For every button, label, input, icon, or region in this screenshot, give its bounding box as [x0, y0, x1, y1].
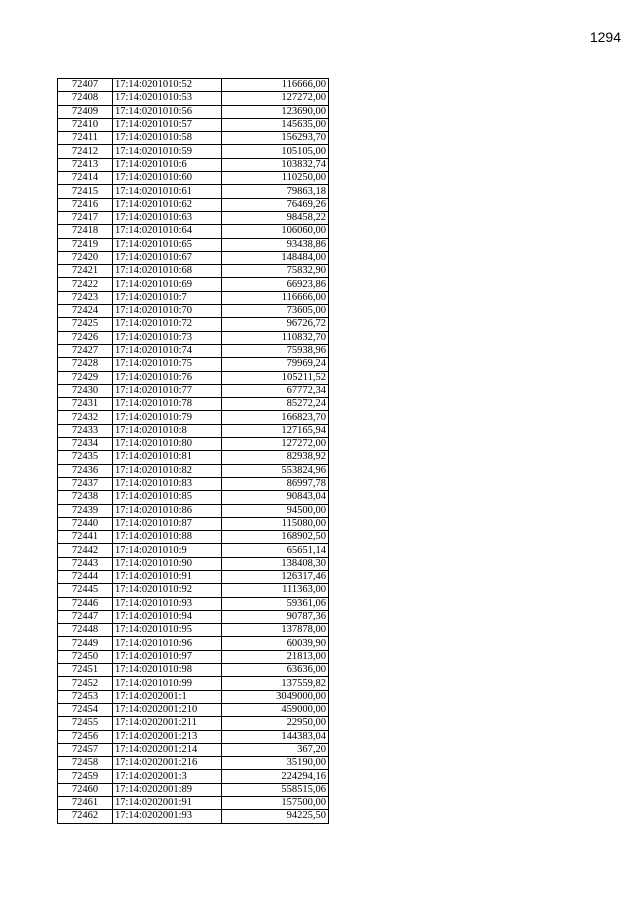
cadastral-number-cell: 17:14:0201010:8 — [113, 424, 222, 437]
cadastral-value-cell: 111363,00 — [222, 584, 329, 597]
row-number-cell: 72460 — [58, 783, 113, 796]
cadastral-number-cell: 17:14:0202001:91 — [113, 797, 222, 810]
cadastral-number-cell: 17:14:0201010:80 — [113, 438, 222, 451]
table-row — [58, 79, 329, 92]
table-row — [58, 531, 329, 544]
cadastral-value-cell: 553824,96 — [222, 464, 329, 477]
table-row — [58, 610, 329, 623]
row-number-cell: 72440 — [58, 517, 113, 530]
table-row — [58, 597, 329, 610]
table-row — [58, 757, 329, 770]
row-number-cell: 72461 — [58, 797, 113, 810]
table-row — [58, 291, 329, 304]
row-number-cell: 72424 — [58, 305, 113, 318]
cadastral-number-cell: 17:14:0202001:3 — [113, 770, 222, 783]
cadastral-value-cell: 106060,00 — [222, 225, 329, 238]
row-number-cell: 72416 — [58, 198, 113, 211]
row-number-cell: 72462 — [58, 810, 113, 823]
row-number-cell: 72446 — [58, 597, 113, 610]
cadastral-value-cell: 75832,90 — [222, 265, 329, 278]
cadastral-number-cell: 17:14:0201010:91 — [113, 570, 222, 583]
table-row — [58, 265, 329, 278]
cadastral-value-cell: 166823,70 — [222, 411, 329, 424]
row-number-cell: 72422 — [58, 278, 113, 291]
cadastral-number-cell: 17:14:0202001:214 — [113, 743, 222, 756]
table-row — [58, 703, 329, 716]
cadastral-number-cell: 17:14:0202001:211 — [113, 717, 222, 730]
row-number-cell: 72407 — [58, 79, 113, 92]
row-number-cell: 72415 — [58, 185, 113, 198]
table-row — [58, 278, 329, 291]
cadastral-number-cell: 17:14:0201010:64 — [113, 225, 222, 238]
table-row — [58, 318, 329, 331]
table-row — [58, 238, 329, 251]
row-number-cell: 72447 — [58, 610, 113, 623]
table-row — [58, 132, 329, 145]
row-number-cell: 72428 — [58, 358, 113, 371]
cadastral-value-cell: 96726,72 — [222, 318, 329, 331]
page-number: 1294 — [589, 29, 621, 45]
cadastral-number-cell: 17:14:0201010:78 — [113, 398, 222, 411]
table-row — [58, 544, 329, 557]
table-row — [58, 185, 329, 198]
cadastral-number-cell: 17:14:0201010:62 — [113, 198, 222, 211]
cadastral-value-cell: 3049000,00 — [222, 690, 329, 703]
row-number-cell: 72412 — [58, 145, 113, 158]
row-number-cell: 72459 — [58, 770, 113, 783]
row-number-cell: 72457 — [58, 743, 113, 756]
cadastral-value-cell: 137559,82 — [222, 677, 329, 690]
row-number-cell: 72410 — [58, 118, 113, 131]
cadastral-number-cell: 17:14:0201010:67 — [113, 251, 222, 264]
cadastral-number-cell: 17:14:0201010:90 — [113, 557, 222, 570]
cadastral-value-cell: 90787,36 — [222, 610, 329, 623]
row-number-cell: 72426 — [58, 331, 113, 344]
cadastral-number-cell: 17:14:0201010:58 — [113, 132, 222, 145]
table-row — [58, 504, 329, 517]
row-number-cell: 72453 — [58, 690, 113, 703]
cadastral-number-cell: 17:14:0201010:82 — [113, 464, 222, 477]
cadastral-value-cell: 145635,00 — [222, 118, 329, 131]
cadastral-value-cell: 138408,30 — [222, 557, 329, 570]
row-number-cell: 72414 — [58, 172, 113, 185]
cadastral-value-cell: 110250,00 — [222, 172, 329, 185]
cadastral-value-cell: 82938,92 — [222, 451, 329, 464]
cadastral-number-cell: 17:14:0202001:216 — [113, 757, 222, 770]
cadastral-number-cell: 17:14:0201010:97 — [113, 650, 222, 663]
row-number-cell: 72438 — [58, 491, 113, 504]
row-number-cell: 72408 — [58, 92, 113, 105]
row-number-cell: 72452 — [58, 677, 113, 690]
row-number-cell: 72429 — [58, 371, 113, 384]
table-row — [58, 251, 329, 264]
cadastral-number-cell: 17:14:0201010:86 — [113, 504, 222, 517]
table-row — [58, 624, 329, 637]
cadastral-number-cell: 17:14:0202001:89 — [113, 783, 222, 796]
table-row — [58, 717, 329, 730]
cadastral-value-cell: 558515,06 — [222, 783, 329, 796]
table-row — [58, 690, 329, 703]
table-row — [58, 211, 329, 224]
table-row — [58, 557, 329, 570]
cadastral-number-cell: 17:14:0201010:85 — [113, 491, 222, 504]
cadastral-number-cell: 17:14:0201010:7 — [113, 291, 222, 304]
cadastral-value-cell: 157500,00 — [222, 797, 329, 810]
cadastral-value-cell: 22950,00 — [222, 717, 329, 730]
cadastral-value-cell: 60039,90 — [222, 637, 329, 650]
table-row — [58, 783, 329, 796]
row-number-cell: 72437 — [58, 477, 113, 490]
table-row — [58, 344, 329, 357]
row-number-cell: 72434 — [58, 438, 113, 451]
cadastral-value-cell: 90843,04 — [222, 491, 329, 504]
cadastral-number-cell: 17:14:0201010:96 — [113, 637, 222, 650]
row-number-cell: 72454 — [58, 703, 113, 716]
row-number-cell: 72456 — [58, 730, 113, 743]
cadastral-value-cell: 21813,00 — [222, 650, 329, 663]
table-row — [58, 424, 329, 437]
table-body — [58, 79, 329, 824]
cadastral-value-cell: 75938,96 — [222, 344, 329, 357]
row-number-cell: 72432 — [58, 411, 113, 424]
cadastral-value-cell: 127272,00 — [222, 438, 329, 451]
cadastral-value-cell: 168902,50 — [222, 531, 329, 544]
cadastral-number-cell: 17:14:0201010:65 — [113, 238, 222, 251]
cadastral-value-cell: 73605,00 — [222, 305, 329, 318]
cadastral-value-cell: 105211,52 — [222, 371, 329, 384]
cadastral-number-cell: 17:14:0201010:87 — [113, 517, 222, 530]
row-number-cell: 72411 — [58, 132, 113, 145]
row-number-cell: 72419 — [58, 238, 113, 251]
cadastral-value-cell: 35190,00 — [222, 757, 329, 770]
table-row — [58, 225, 329, 238]
cadastral-number-cell: 17:14:0201010:95 — [113, 624, 222, 637]
table-row — [58, 411, 329, 424]
row-number-cell: 72439 — [58, 504, 113, 517]
cadastral-number-cell: 17:14:0201010:76 — [113, 371, 222, 384]
table-row — [58, 464, 329, 477]
cadastral-number-cell: 17:14:0201010:9 — [113, 544, 222, 557]
table-row — [58, 650, 329, 663]
cadastral-number-cell: 17:14:0201010:77 — [113, 384, 222, 397]
table-row — [58, 145, 329, 158]
cadastral-number-cell: 17:14:0201010:68 — [113, 265, 222, 278]
table-row — [58, 584, 329, 597]
table-row — [58, 172, 329, 185]
cadastral-value-cell: 65651,14 — [222, 544, 329, 557]
row-number-cell: 72433 — [58, 424, 113, 437]
table-row — [58, 198, 329, 211]
row-number-cell: 72449 — [58, 637, 113, 650]
cadastral-number-cell: 17:14:0201010:92 — [113, 584, 222, 597]
cadastral-value-cell: 110832,70 — [222, 331, 329, 344]
cadastral-value-cell: 103832,74 — [222, 158, 329, 171]
table-row — [58, 451, 329, 464]
cadastral-number-cell: 17:14:0201010:93 — [113, 597, 222, 610]
cadastral-number-cell: 17:14:0201010:94 — [113, 610, 222, 623]
cadastral-value-cell: 144383,04 — [222, 730, 329, 743]
cadastral-number-cell: 17:14:0201010:74 — [113, 344, 222, 357]
cadastral-number-cell: 17:14:0201010:81 — [113, 451, 222, 464]
cadastral-value-cell: 76469,26 — [222, 198, 329, 211]
table-row — [58, 637, 329, 650]
row-number-cell: 72420 — [58, 251, 113, 264]
cadastral-number-cell: 17:14:0201010:72 — [113, 318, 222, 331]
row-number-cell: 72409 — [58, 105, 113, 118]
table-row — [58, 517, 329, 530]
row-number-cell: 72443 — [58, 557, 113, 570]
row-number-cell: 72441 — [58, 531, 113, 544]
row-number-cell: 72435 — [58, 451, 113, 464]
cadastral-value-cell: 94500,00 — [222, 504, 329, 517]
table-row — [58, 358, 329, 371]
row-number-cell: 72427 — [58, 344, 113, 357]
cadastral-value-cell: 148484,00 — [222, 251, 329, 264]
row-number-cell: 72421 — [58, 265, 113, 278]
table-row — [58, 92, 329, 105]
row-number-cell: 72458 — [58, 757, 113, 770]
cadastral-number-cell: 17:14:0201010:73 — [113, 331, 222, 344]
cadastral-value-cell: 156293,70 — [222, 132, 329, 145]
table-row — [58, 105, 329, 118]
cadastral-number-cell: 17:14:0201010:98 — [113, 664, 222, 677]
cadastral-value-cell: 127272,00 — [222, 92, 329, 105]
cadastral-number-cell: 17:14:0201010:61 — [113, 185, 222, 198]
cadastral-value-cell: 116666,00 — [222, 79, 329, 92]
cadastral-value-cell: 93438,86 — [222, 238, 329, 251]
table-row — [58, 438, 329, 451]
cadastral-number-cell: 17:14:0201010:53 — [113, 92, 222, 105]
cadastral-number-cell: 17:14:0201010:69 — [113, 278, 222, 291]
cadastral-value-cell: 59361,06 — [222, 597, 329, 610]
cadastral-value-cell: 67772,34 — [222, 384, 329, 397]
cadastral-number-cell: 17:14:0201010:79 — [113, 411, 222, 424]
cadastral-value-cell: 79863,18 — [222, 185, 329, 198]
table-row — [58, 371, 329, 384]
cadastral-number-cell: 17:14:0201010:88 — [113, 531, 222, 544]
cadastral-number-cell: 17:14:0201010:57 — [113, 118, 222, 131]
cadastral-number-cell: 17:14:0202001:93 — [113, 810, 222, 823]
table-row — [58, 743, 329, 756]
row-number-cell: 72436 — [58, 464, 113, 477]
table-row — [58, 331, 329, 344]
cadastral-number-cell: 17:14:0202001:1 — [113, 690, 222, 703]
row-number-cell: 72450 — [58, 650, 113, 663]
table-row — [58, 384, 329, 397]
row-number-cell: 72418 — [58, 225, 113, 238]
table-row — [58, 770, 329, 783]
cadastral-number-cell: 17:14:0201010:60 — [113, 172, 222, 185]
table-row — [58, 118, 329, 131]
cadastral-number-cell: 17:14:0201010:59 — [113, 145, 222, 158]
cadastral-number-cell: 17:14:0201010:70 — [113, 305, 222, 318]
cadastral-value-cell: 224294,16 — [222, 770, 329, 783]
cadastral-number-cell: 17:14:0201010:63 — [113, 211, 222, 224]
cadastral-value-cell: 115080,00 — [222, 517, 329, 530]
cadastral-value-cell: 367,20 — [222, 743, 329, 756]
row-number-cell: 72448 — [58, 624, 113, 637]
cadastral-value-cell: 123690,00 — [222, 105, 329, 118]
row-number-cell: 72455 — [58, 717, 113, 730]
cadastral-number-cell: 17:14:0201010:52 — [113, 79, 222, 92]
cadastral-number-cell: 17:14:0201010:6 — [113, 158, 222, 171]
cadastral-value-cell: 94225,50 — [222, 810, 329, 823]
cadastral-value-cell: 126317,46 — [222, 570, 329, 583]
table-row — [58, 810, 329, 823]
row-number-cell: 72445 — [58, 584, 113, 597]
table-row — [58, 158, 329, 171]
row-number-cell: 72431 — [58, 398, 113, 411]
cadastral-value-table — [57, 78, 329, 824]
table-row — [58, 730, 329, 743]
cadastral-value-cell: 137878,00 — [222, 624, 329, 637]
table-row — [58, 305, 329, 318]
cadastral-value-cell: 127165,94 — [222, 424, 329, 437]
cadastral-value-cell: 98458,22 — [222, 211, 329, 224]
row-number-cell: 72423 — [58, 291, 113, 304]
cadastral-value-cell: 459000,00 — [222, 703, 329, 716]
cadastral-value-cell: 63636,00 — [222, 664, 329, 677]
row-number-cell: 72417 — [58, 211, 113, 224]
row-number-cell: 72413 — [58, 158, 113, 171]
cadastral-value-cell: 85272,24 — [222, 398, 329, 411]
cadastral-number-cell: 17:14:0202001:210 — [113, 703, 222, 716]
cadastral-number-cell: 17:14:0201010:75 — [113, 358, 222, 371]
table-row — [58, 677, 329, 690]
row-number-cell: 72451 — [58, 664, 113, 677]
cadastral-value-cell: 86997,78 — [222, 477, 329, 490]
table-row — [58, 398, 329, 411]
cadastral-number-cell: 17:14:0201010:56 — [113, 105, 222, 118]
table-row — [58, 491, 329, 504]
cadastral-value-cell: 66923,86 — [222, 278, 329, 291]
cadastral-number-cell: 17:14:0202001:213 — [113, 730, 222, 743]
table-row — [58, 570, 329, 583]
row-number-cell: 72425 — [58, 318, 113, 331]
row-number-cell: 72444 — [58, 570, 113, 583]
table-row — [58, 797, 329, 810]
cadastral-value-cell: 105105,00 — [222, 145, 329, 158]
cadastral-value-cell: 79969,24 — [222, 358, 329, 371]
table-row — [58, 477, 329, 490]
cadastral-value-cell: 116666,00 — [222, 291, 329, 304]
cadastral-number-cell: 17:14:0201010:99 — [113, 677, 222, 690]
cadastral-number-cell: 17:14:0201010:83 — [113, 477, 222, 490]
row-number-cell: 72430 — [58, 384, 113, 397]
row-number-cell: 72442 — [58, 544, 113, 557]
table-row — [58, 664, 329, 677]
